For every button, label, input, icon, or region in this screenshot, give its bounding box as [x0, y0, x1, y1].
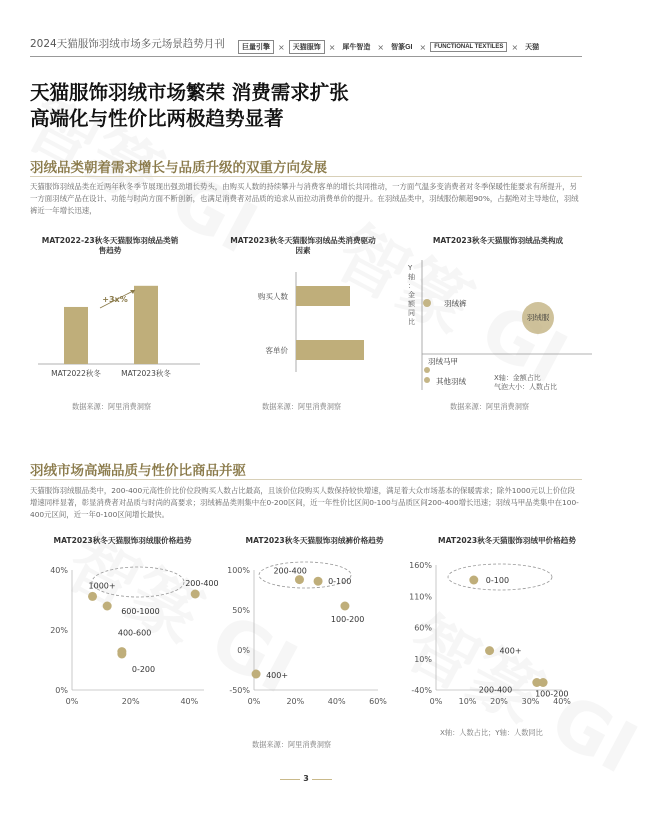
chart-1-xtick: MAT2023秋冬 [121, 369, 171, 378]
logo-1: 巨量引擎 [238, 40, 274, 54]
point-label: 1000+ [88, 581, 116, 591]
chart-5-title: MAT2023秋冬天猫服饰羽绒裤价格趋势 [245, 536, 384, 545]
chart-3-svg [406, 256, 596, 396]
partner-logos [238, 38, 542, 56]
x-tick-label: 20% [286, 697, 305, 706]
x-tick-label: 60% [369, 697, 387, 706]
chart-3-ylabel-1: Y [408, 264, 413, 272]
chart-3-bubble [424, 367, 430, 373]
point-label: 400+ [266, 671, 289, 680]
point-label: 0-100 [485, 576, 510, 585]
x-tick-label: 30% [521, 697, 540, 706]
scatter-point [485, 646, 494, 655]
x-tick-label: 0% [65, 697, 79, 706]
point-label: 600-1000 [121, 607, 160, 616]
logo-5: FUNCTIONAL TEXTILES [430, 42, 507, 52]
chart-3-bubble [423, 299, 431, 307]
scatter-point [117, 650, 126, 659]
y-tick-label: 110% [409, 592, 432, 602]
y-tick-label: -50% [229, 686, 250, 695]
x-tick-label: 0% [429, 697, 443, 706]
y-tick-label: 0% [237, 646, 250, 655]
point-label: 100-200 [330, 615, 365, 624]
page-number: 3 [303, 774, 309, 783]
x-tick-label: 20% [121, 697, 140, 706]
chart-1-source: 数据来源：阿里消费洞察 [72, 402, 152, 411]
scatter-point [191, 590, 200, 599]
chart-3-label: 羽绒裤 [444, 299, 467, 308]
x-tick-label: 20% [490, 697, 508, 706]
chart-3-label: 羽绒马甲 [428, 357, 458, 366]
chart-1-title: MAT2022-23秋冬天猫服饰羽绒品类销售趋势 [41, 236, 179, 255]
x-tick-label: 10% [458, 697, 477, 706]
page-title-line-1: 天猫服饰羽绒市场繁荣 消费需求扩张 [30, 81, 349, 104]
chart-3-source: 数据来源：阿里消费洞察 [450, 402, 530, 411]
x-tick-label: 0% [247, 697, 261, 706]
logo-separator: × [511, 42, 519, 52]
x-tick-label: 40% [553, 697, 571, 706]
y-tick-label: 100% [227, 566, 250, 575]
chart-3-label: 羽绒服 [526, 313, 550, 322]
point-label: 400-600 [117, 628, 152, 638]
scatter-point [469, 576, 478, 585]
chart-2-bar [296, 286, 350, 306]
chart-3-ylabel [407, 264, 417, 326]
y-tick-label: 60% [414, 623, 432, 633]
chart-3-xlabel: X轴：金额占比 [494, 374, 541, 382]
chart-3-ylabel-4: 金 [408, 291, 415, 299]
logo-4: 智篆GI [391, 44, 413, 51]
chart-3-ylabel-2: 轴 [408, 273, 415, 281]
chart-3-size-label: 气泡大小：人数占比 [494, 383, 557, 391]
chart-4-svg [28, 555, 219, 725]
page-title-line-2: 高端化与性价比两极趋势显著 [30, 107, 284, 130]
section-2-rule [30, 479, 582, 480]
section-2-title: 羽绒市场高端品质与性价比商品并驱 [30, 463, 246, 479]
header-title: 2024天猫服饰羽绒市场多元场景趋势月刊 [30, 38, 225, 50]
page-title [30, 80, 490, 132]
chart-1-annotation: +3x% [102, 295, 128, 304]
chart-6-title: MAT2023秋冬天猫服饰羽绒甲价格趋势 [438, 536, 576, 545]
logo-6: 天猫 [525, 44, 540, 51]
point-label: 200-400 [478, 685, 513, 695]
y-tick-label: 40% [50, 566, 68, 575]
section-1-rule [30, 176, 582, 177]
y-tick-label: 50% [232, 606, 250, 615]
section-1-title: 羽绒品类朝着需求增长与品质升级的双重方向发展 [30, 160, 327, 176]
chart-2-svg [228, 268, 398, 378]
section-2-paragraph: 天猫服饰羽绒服品类中，200-400元高性价比价位段购买人数占比最高，且该价位段购买人数保持较快增速，满足着大众市场基本的保暖需求；除外1000元以上价位段增速同样显著，彰显消费者对品质与时尚的高要求；羽绒裤品类则集中在0-200区间，近一年性价比区间0-100与品质区间200-400增长迅速；羽绒马甲品类集中在100-400元区间，近一年0-100区间增长最快。 [30, 486, 579, 519]
logo-separator: × [419, 42, 427, 52]
chart-1-bar [64, 307, 88, 364]
scatter-point [252, 670, 261, 679]
y-tick-label: 20% [50, 626, 68, 635]
point-label: 400+ [499, 646, 522, 656]
logo-separator: × [377, 42, 385, 52]
point-label: 0-100 [328, 577, 352, 587]
chart-3-label: 其他羽绒 [436, 377, 466, 386]
chart-3-ylabel-7: 比 [408, 318, 415, 326]
logo-separator: × [278, 42, 285, 52]
chart-3-ylabel-3: ： [408, 282, 415, 290]
x-tick-label: 40% [327, 697, 346, 706]
scatter-point [88, 592, 97, 601]
section-1-paragraph: 天猫服饰羽绒品类在近两年秋冬季节展现出强劲增长势头，由购买人数的持续攀升与消费客单的增长共同推动，一方面气温多变消费者对冬季保暖性能要求有所提升，另一方面羽绒产品在设计、功能与时尚方面不断创新，也满足消费者对品质的追求从而拉动消费单价的提升。在羽绒品类中，羽绒服份额超90%，占据绝对主导地位，羽绒裤近一年增长迅速， [30, 182, 579, 215]
y-tick-label: 0% [55, 686, 68, 695]
point-label: 200-400 [273, 566, 307, 576]
chart-2-bar [296, 340, 364, 360]
chart-4-title: MAT2023秋冬天猫服饰羽绒服价格趋势 [53, 536, 192, 545]
y-tick-label: -40% [411, 686, 432, 695]
chart-3-ylabel-5: 额 [408, 300, 415, 308]
chart-6-svg [404, 555, 604, 725]
logo-3: 犀牛智造 [342, 44, 371, 51]
chart-2-title: MAT2023秋冬天猫服饰羽绒品类消费驱动因素 [230, 236, 376, 255]
chart-2-source: 数据来源：阿里消费洞察 [262, 402, 342, 411]
chart-2-category: 购买人数 [258, 292, 288, 301]
y-tick-label: 10% [414, 654, 432, 664]
scatter-point [295, 575, 304, 584]
axis-note: X轴：人数占比；Y轴：人数同比 [440, 728, 543, 737]
y-tick-label: 160% [409, 561, 432, 570]
header-rule [30, 56, 582, 57]
chart-1-svg [30, 262, 210, 382]
scatter-point [103, 602, 112, 611]
logo-2: 天猫服饰 [289, 40, 325, 54]
point-label: 100-200 [535, 689, 569, 699]
scatter-point [314, 577, 323, 586]
page-number-rule-right [312, 779, 332, 780]
chart-5-svg [218, 555, 408, 725]
chart-3-bubble [424, 377, 430, 383]
point-label: 200-400 [185, 579, 219, 588]
chart-1-bar [134, 286, 158, 364]
chart-3-ylabel-6: 同 [408, 309, 415, 317]
chart-3-title: MAT2023秋冬天猫服饰羽绒品类构成 [432, 236, 564, 245]
x-tick-label: 40% [180, 697, 199, 706]
point-label: 0-200 [131, 665, 156, 674]
scatter-point [539, 678, 548, 687]
logo-separator: × [328, 42, 336, 52]
scatter-point [340, 602, 349, 611]
chart-5-source: 数据来源：阿里消费洞察 [252, 740, 332, 749]
chart-1-xtick: MAT2022秋冬 [51, 369, 101, 378]
chart-2-category: 客单价 [265, 346, 288, 355]
